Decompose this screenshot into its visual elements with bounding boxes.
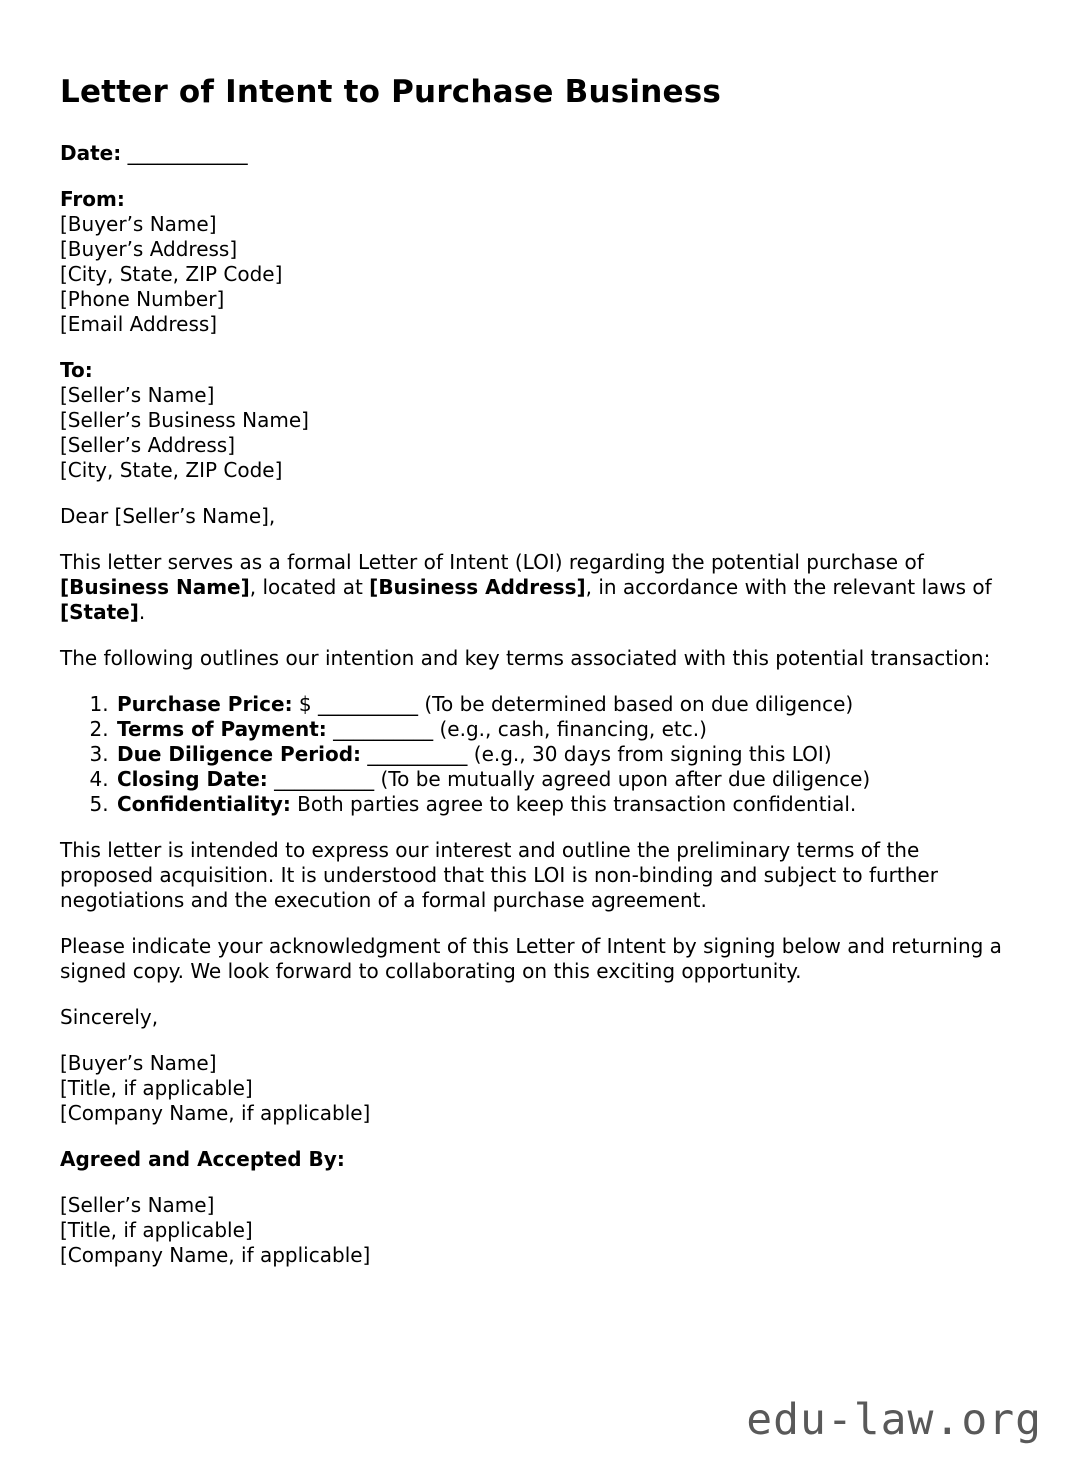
term-text: __________ (e.g., 30 days from signing this LOI) <box>361 742 832 766</box>
seller-signature-company: [Company Name, if applicable] <box>60 1243 371 1267</box>
buyer-signature-title: [Title, if applicable] <box>60 1076 253 1100</box>
buyer-city-state-zip-line: [City, State, ZIP Code] <box>60 262 283 286</box>
to-label: To: <box>60 358 93 382</box>
intro-text-4: . <box>138 600 146 624</box>
closing-paragraph: Please indicate your acknowledgment of this Letter of Intent by signing below and returning a signed copy. We look forward to collaborating on this exciting opportunity. <box>60 934 1002 983</box>
date-blank: ____________ <box>121 141 248 165</box>
from-label: From: <box>60 187 125 211</box>
term-label: Due Diligence Period: <box>117 742 362 766</box>
intro-paragraph <box>60 550 1018 625</box>
letter-content <box>60 74 1018 1268</box>
footer-site-watermark: edu-law.org <box>746 1395 1042 1445</box>
term-label: Terms of Payment: <box>117 717 327 741</box>
term-item-due-diligence-period <box>115 742 1018 767</box>
seller-name-line: [Seller’s Name] <box>60 383 215 407</box>
terms-list <box>60 692 1018 817</box>
buyer-name-line: [Buyer’s Name] <box>60 212 217 236</box>
buyer-signature-block <box>60 1051 1018 1126</box>
term-label: Closing Date: <box>117 767 268 791</box>
seller-business-name-line: [Seller’s Business Name] <box>60 408 309 432</box>
term-text: __________ (e.g., cash, financing, etc.) <box>326 717 707 741</box>
terms-intro-paragraph: The following outlines our intention and key terms associated with this potential transaction: <box>60 646 991 670</box>
intro-text-1: This letter serves as a formal Letter of Intent (LOI) regarding the potential purchase of <box>60 550 924 574</box>
intro-text-2: , located at <box>249 575 370 599</box>
date-line <box>60 141 1018 166</box>
letter-document <box>0 74 1015 1268</box>
term-item-confidentiality <box>115 792 1018 817</box>
salutation: Dear [Seller’s Name], <box>60 504 276 528</box>
term-text: Both parties agree to keep this transaction confidential. <box>290 792 857 816</box>
term-item-terms-of-payment <box>115 717 1018 742</box>
buyer-phone-line: [Phone Number] <box>60 287 225 311</box>
term-text: __________ (To be mutually agreed upon after due diligence) <box>267 767 871 791</box>
buyer-signature-name: [Buyer’s Name] <box>60 1051 217 1075</box>
term-item-closing-date <box>115 767 1018 792</box>
term-label: Purchase Price: <box>117 692 293 716</box>
term-text: $ __________ (To be determined based on due diligence) <box>292 692 854 716</box>
term-label: Confidentiality: <box>117 792 291 816</box>
seller-signature-title: [Title, if applicable] <box>60 1218 253 1242</box>
buyer-signature-company: [Company Name, if applicable] <box>60 1101 371 1125</box>
document-title: Letter of Intent to Purchase Business <box>60 74 722 110</box>
to-section <box>60 358 1018 483</box>
seller-city-state-zip-line: [City, State, ZIP Code] <box>60 458 283 482</box>
nonbinding-paragraph: This letter is intended to express our interest and outline the preliminary terms of the proposed acquisition. It is understood that this LOI is non-binding and subject to further negotiations and the execution of a formal purchase agreement. <box>60 838 938 912</box>
buyer-email-line: [Email Address] <box>60 312 218 336</box>
term-item-purchase-price <box>115 692 1018 717</box>
business-address-placeholder: [Business Address] <box>369 575 586 599</box>
seller-signature-name: [Seller’s Name] <box>60 1193 215 1217</box>
agreed-and-accepted-label: Agreed and Accepted By: <box>60 1147 345 1171</box>
seller-signature-block <box>60 1193 1018 1268</box>
signoff: Sincerely, <box>60 1005 159 1029</box>
date-label: Date: <box>60 141 122 165</box>
from-section <box>60 187 1018 337</box>
intro-text-3: , in accordance with the relevant laws of <box>585 575 992 599</box>
buyer-address-line: [Buyer’s Address] <box>60 237 238 261</box>
state-placeholder: [State] <box>60 600 139 624</box>
seller-address-line: [Seller’s Address] <box>60 433 236 457</box>
business-name-placeholder: [Business Name] <box>60 575 250 599</box>
